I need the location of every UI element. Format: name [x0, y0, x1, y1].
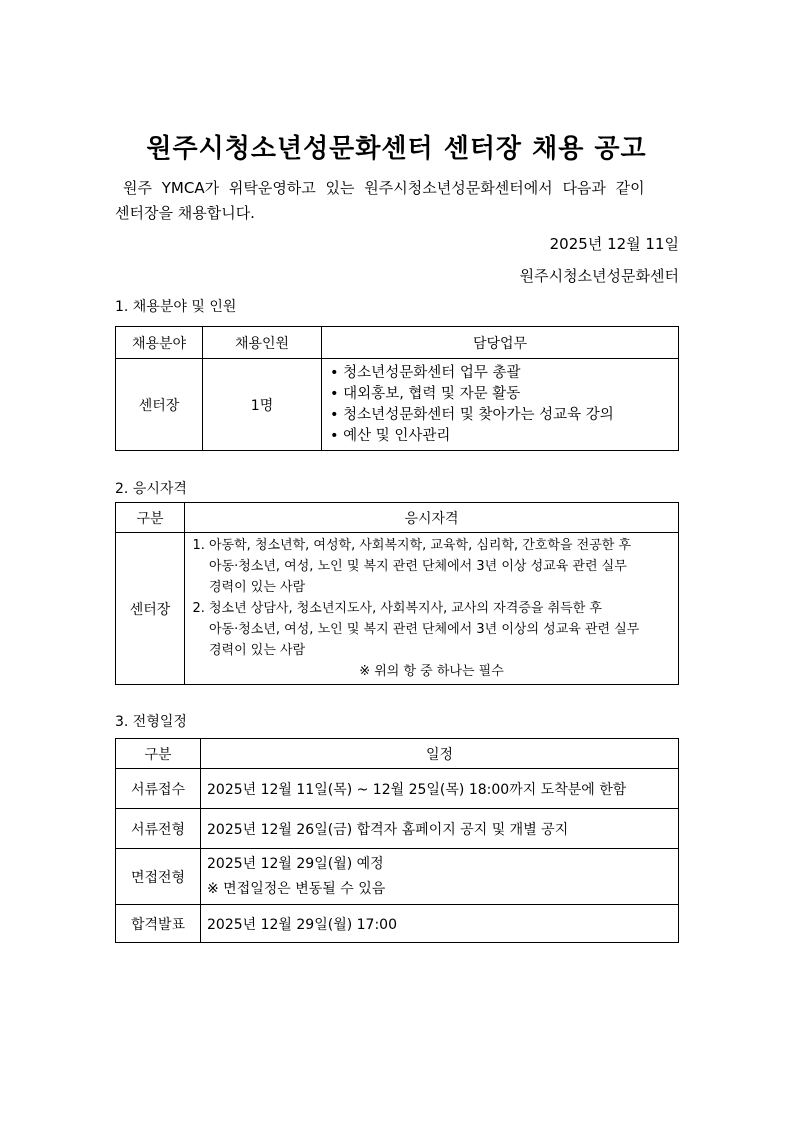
qualification-cell — [185, 533, 679, 685]
duty-item: • 대외홍보, 협력 및 자문 활동 — [330, 384, 678, 405]
header-schedule: 일정 — [201, 739, 679, 769]
intro-line-1: 원주 YMCA가 위탁운영하고 있는 원주시청소년성문화센터에서 다음과 같이 — [123, 179, 645, 197]
recruitment-table — [115, 326, 679, 451]
header-qualification: 응시자격 — [185, 503, 679, 533]
qualification-item: 1. 아동학, 청소년학, 여성학, 사회복지학, 교육학, 심리학, 간호학을 전공한 후 아동·청소년, 여성, 노인 및 복지 관련 단체에서 3년 이상 성교육 관련 실무 경력이 있는 사람 — [209, 535, 670, 598]
field-value: 센터장 — [116, 359, 203, 451]
header-count: 채용인원 — [203, 327, 322, 359]
page-title: 원주시청소년성문화센터 센터장 채용 공고 — [146, 134, 647, 164]
duty-item: • 청소년성문화센터 업무 총괄 — [330, 363, 678, 384]
qualification-item: 2. 청소년 상담사, 청소년지도사, 사회복지사, 교사의 자격증을 취득한 후 아동·청소년, 여성, 노인 및 복지 관련 단체에서 3년 이상의 성교육 관련 실무 경력이 있는 사람 — [209, 598, 670, 661]
header-category: 구분 — [116, 503, 185, 533]
schedule-value: 2025년 12월 29일(월) 예정 — [207, 855, 384, 872]
intro-line-2: 센터장을 채용합니다. — [115, 204, 255, 222]
header-stage: 구분 — [116, 739, 201, 769]
stage-value: 면접전형 — [116, 849, 201, 905]
intro-paragraph — [115, 176, 680, 226]
category-value: 센터장 — [116, 533, 185, 685]
stage-value: 서류접수 — [116, 769, 201, 809]
schedule-cell — [201, 849, 679, 905]
schedule-value: 2025년 12월 26일(금) 합격자 홈페이지 공지 및 개별 공지 — [201, 809, 679, 849]
duties-list — [322, 363, 678, 447]
duties-cell — [322, 359, 679, 451]
schedule-row — [116, 769, 679, 809]
schedule-value: 2025년 12월 11일(목) ~ 12월 25일(목) 18:00까지 도착분에 한함 — [201, 769, 679, 809]
qualification-table — [115, 502, 679, 685]
stage-value: 서류전형 — [116, 809, 201, 849]
schedule-row — [116, 809, 679, 849]
schedule-row — [116, 849, 679, 905]
schedule-row — [116, 905, 679, 943]
announcement-date: 2025년 12월 11일 — [549, 235, 679, 253]
duty-item: • 예산 및 인사관리 — [330, 426, 678, 447]
qualification-list — [185, 535, 678, 661]
section-3-heading: 3. 전형일정 — [115, 714, 187, 730]
stage-value: 합격발표 — [116, 905, 201, 943]
header-field: 채용분야 — [116, 327, 203, 359]
section-1-heading: 1. 채용분야 및 인원 — [115, 299, 237, 315]
duty-item: • 청소년성문화센터 및 찾아가는 성교육 강의 — [330, 405, 678, 426]
count-value: 1명 — [203, 359, 322, 451]
qualification-note: ※ 위의 항 중 하나는 필수 — [359, 664, 504, 679]
schedule-table — [115, 738, 679, 943]
header-duties: 담당업무 — [322, 327, 679, 359]
organization-name: 원주시청소년성문화센터 — [519, 267, 679, 285]
schedule-note: ※ 면접일정은 변동될 수 있음 — [207, 880, 386, 897]
schedule-value: 2025년 12월 29일(월) 17:00 — [201, 905, 679, 943]
section-2-heading: 2. 응시자격 — [115, 481, 187, 497]
